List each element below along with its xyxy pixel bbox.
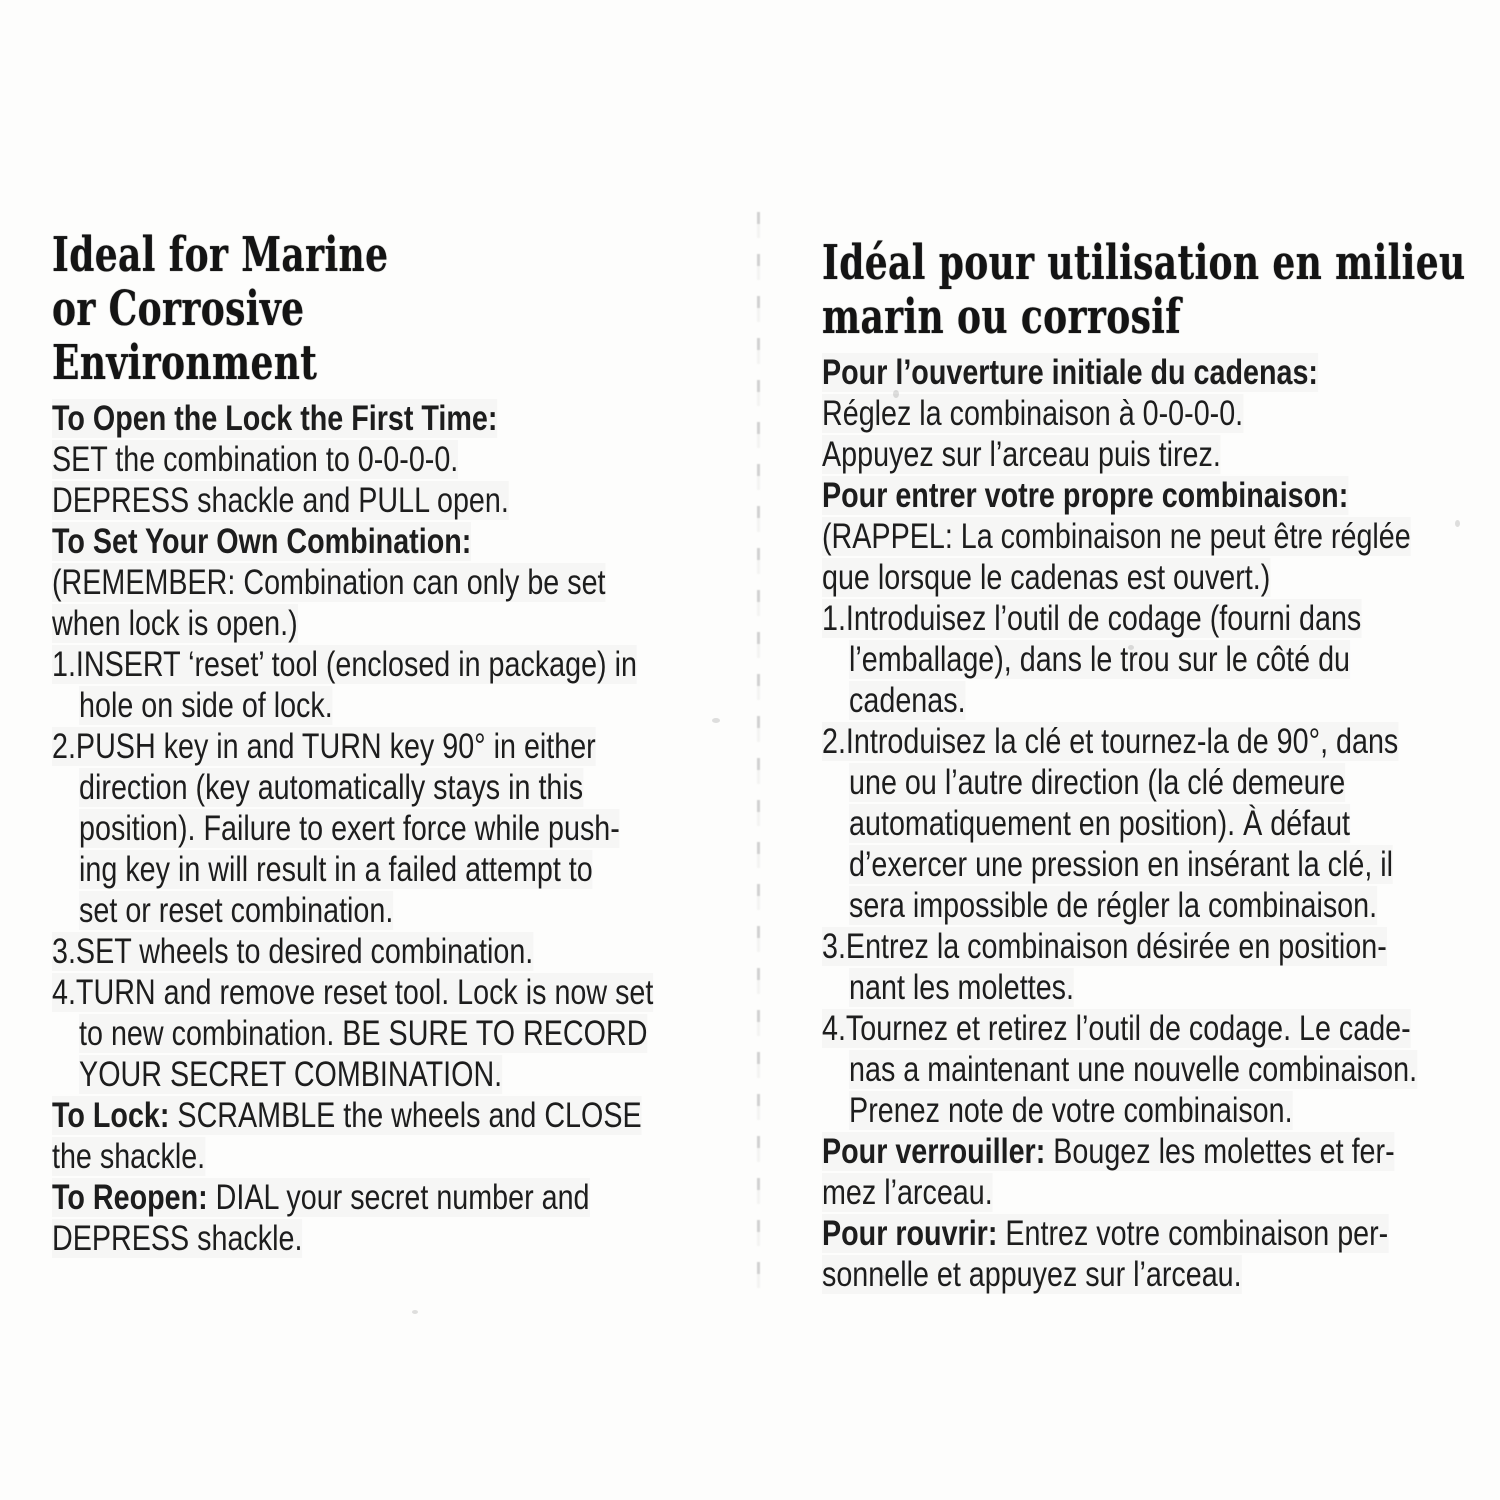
text-segment: 3.SET wheels to desired combination. (52, 932, 534, 971)
text-segment: YOUR SECRET COMBINATION. (79, 1055, 503, 1094)
text-segment: 2.Introduisez la clé et tournez-la de 90°, dans (822, 722, 1399, 761)
scan-speckle (880, 1275, 885, 1280)
text-line (52, 480, 653, 521)
text-line (52, 398, 653, 439)
text-line (822, 393, 1500, 434)
text-segment: cadenas. (849, 681, 966, 720)
scan-speckle (1128, 645, 1134, 650)
paragraph-block (822, 1131, 1500, 1295)
text-line (52, 1054, 653, 1095)
bold-lead-text: Pour verrouiller: (822, 1132, 1046, 1171)
text-line (52, 808, 653, 849)
text-segment: Prenez note de votre combinaison. (849, 1091, 1293, 1130)
text-line (52, 931, 653, 972)
scan-speckle (412, 1310, 418, 1314)
text-segment: ing key in will result in a failed attempt to (79, 850, 593, 889)
text-segment: direction (key automatically stays in this (79, 768, 584, 807)
text-segment: 4.Tournez et retirez l’outil de codage. Le cade- (822, 1009, 1411, 1048)
text-line (822, 352, 1500, 393)
text-segment: 2.PUSH key in and TURN key 90° in either (52, 727, 596, 766)
text-segment: 1.INSERT ‘reset’ tool (enclosed in package) in (52, 645, 637, 684)
text-line (822, 721, 1500, 762)
text-line (52, 521, 653, 562)
numbered-step (822, 598, 1500, 721)
numbered-step (822, 1008, 1500, 1131)
text-segment: position). Failure to exert force while push- (79, 809, 620, 848)
bold-lead-text: To Open the Lock the First Time: (52, 399, 498, 438)
english-instructions-column (52, 228, 785, 1259)
heading-line: Ideal for Marine (52, 227, 389, 283)
paragraph-block (52, 1095, 785, 1259)
bold-lead-text: Pour l’ouverture initiale du cadenas: (822, 353, 1318, 392)
text-line (822, 1131, 1500, 1172)
heading-line: Idéal pour utilisation en milieu (822, 235, 1466, 291)
bold-lead-text: To Set Your Own Combination: (52, 522, 472, 561)
text-segment: l’emballage), dans le trou sur le côté du (849, 640, 1351, 679)
paragraph-block (822, 352, 1500, 598)
text-line (822, 1008, 1500, 1049)
text-segment: set or reset combination. (79, 891, 394, 930)
text-segment: the shackle. (52, 1137, 206, 1176)
text-line (52, 562, 653, 603)
text-line (822, 1090, 1500, 1131)
english-section-heading (52, 228, 785, 390)
text-line (822, 680, 1500, 721)
scan-speckle (893, 390, 899, 398)
text-line (822, 762, 1500, 803)
scan-speckle (712, 718, 720, 723)
text-line (52, 439, 653, 480)
text-line (822, 516, 1500, 557)
numbered-step (52, 972, 785, 1095)
text-segment: (REMEMBER: Combination can only be set (52, 563, 606, 602)
text-segment: SCRAMBLE the wheels and CLOSE (169, 1096, 642, 1135)
text-segment: sera impossible de régler la combinaison. (849, 886, 1378, 925)
text-segment: DEPRESS shackle. (52, 1219, 303, 1258)
text-line (52, 1136, 653, 1177)
text-segment: sonnelle et appuyez sur l’arceau. (822, 1255, 1242, 1294)
text-segment: une ou l’autre direction (la clé demeure (849, 763, 1346, 802)
text-segment: (RAPPEL: La combinaison ne peut être réglée (822, 517, 1411, 556)
numbered-step (822, 926, 1500, 1008)
numbered-step (52, 644, 785, 726)
heading-line: or Corrosive (52, 281, 305, 337)
text-line (52, 685, 653, 726)
text-line (822, 1172, 1500, 1213)
text-line (52, 726, 653, 767)
text-line (822, 1254, 1500, 1295)
text-line (52, 644, 653, 685)
text-segment: 4.TURN and remove reset tool. Lock is now set (52, 973, 654, 1012)
text-line (822, 1213, 1500, 1254)
text-line (52, 1013, 653, 1054)
text-line (52, 972, 653, 1013)
text-line (52, 1095, 653, 1136)
paragraph-block (52, 398, 785, 644)
text-segment: nas a maintenant une nouvelle combinaison. (849, 1050, 1418, 1089)
french-instructions-column (822, 236, 1500, 1295)
text-segment: Appuyez sur l’arceau puis tirez. (822, 435, 1221, 474)
text-line (52, 1177, 653, 1218)
text-line (822, 434, 1500, 475)
text-line (822, 844, 1500, 885)
text-line (822, 967, 1500, 1008)
text-line (822, 1049, 1500, 1090)
text-line (822, 598, 1500, 639)
heading-line: marin ou corrosif (822, 289, 1182, 345)
text-segment: to new combination. BE SURE TO RECORD (79, 1014, 648, 1053)
text-line (822, 475, 1500, 516)
text-segment: Entrez votre combinaison per- (997, 1214, 1389, 1253)
text-line (52, 849, 653, 890)
text-segment: 1.Introduisez l’outil de codage (fourni dans (822, 599, 1362, 638)
bold-lead-text: To Lock: (52, 1096, 170, 1135)
text-line (52, 603, 653, 644)
bold-lead-text: Pour entrer votre propre combinaison: (822, 476, 1349, 515)
french-section-heading (822, 236, 1500, 344)
text-segment: when lock is open.) (52, 604, 298, 643)
text-line (822, 803, 1500, 844)
text-line (52, 1218, 653, 1259)
text-line (822, 639, 1500, 680)
text-segment: hole on side of lock. (79, 686, 333, 725)
numbered-step (52, 931, 785, 972)
numbered-step (52, 726, 785, 931)
text-segment: 3.Entrez la combinaison désirée en position- (822, 927, 1387, 966)
scan-speckle (1455, 520, 1460, 527)
text-line (822, 557, 1500, 598)
bold-lead-text: Pour rouvrir: (822, 1214, 998, 1253)
text-line (822, 926, 1500, 967)
text-segment: DEPRESS shackle and PULL open. (52, 481, 509, 520)
text-segment: d’exercer une pression en insérant la clé, il (849, 845, 1394, 884)
text-line (52, 767, 653, 808)
heading-line: Environment (52, 335, 318, 391)
text-segment: Réglez la combinaison à 0-0-0-0. (822, 394, 1244, 433)
text-segment: DIAL your secret number and (207, 1178, 590, 1217)
text-segment: que lorsque le cadenas est ouvert.) (822, 558, 1271, 597)
numbered-step (822, 721, 1500, 926)
bold-lead-text: To Reopen: (52, 1178, 208, 1217)
text-line (822, 885, 1500, 926)
text-segment: mez l’arceau. (822, 1173, 993, 1212)
text-segment: automatiquement en position). À défaut (849, 804, 1351, 843)
text-segment: nant les molettes. (849, 968, 1074, 1007)
text-segment: SET the combination to 0-0-0-0. (52, 440, 459, 479)
text-segment: Bougez les molettes et fer- (1045, 1132, 1395, 1171)
text-line (52, 890, 653, 931)
